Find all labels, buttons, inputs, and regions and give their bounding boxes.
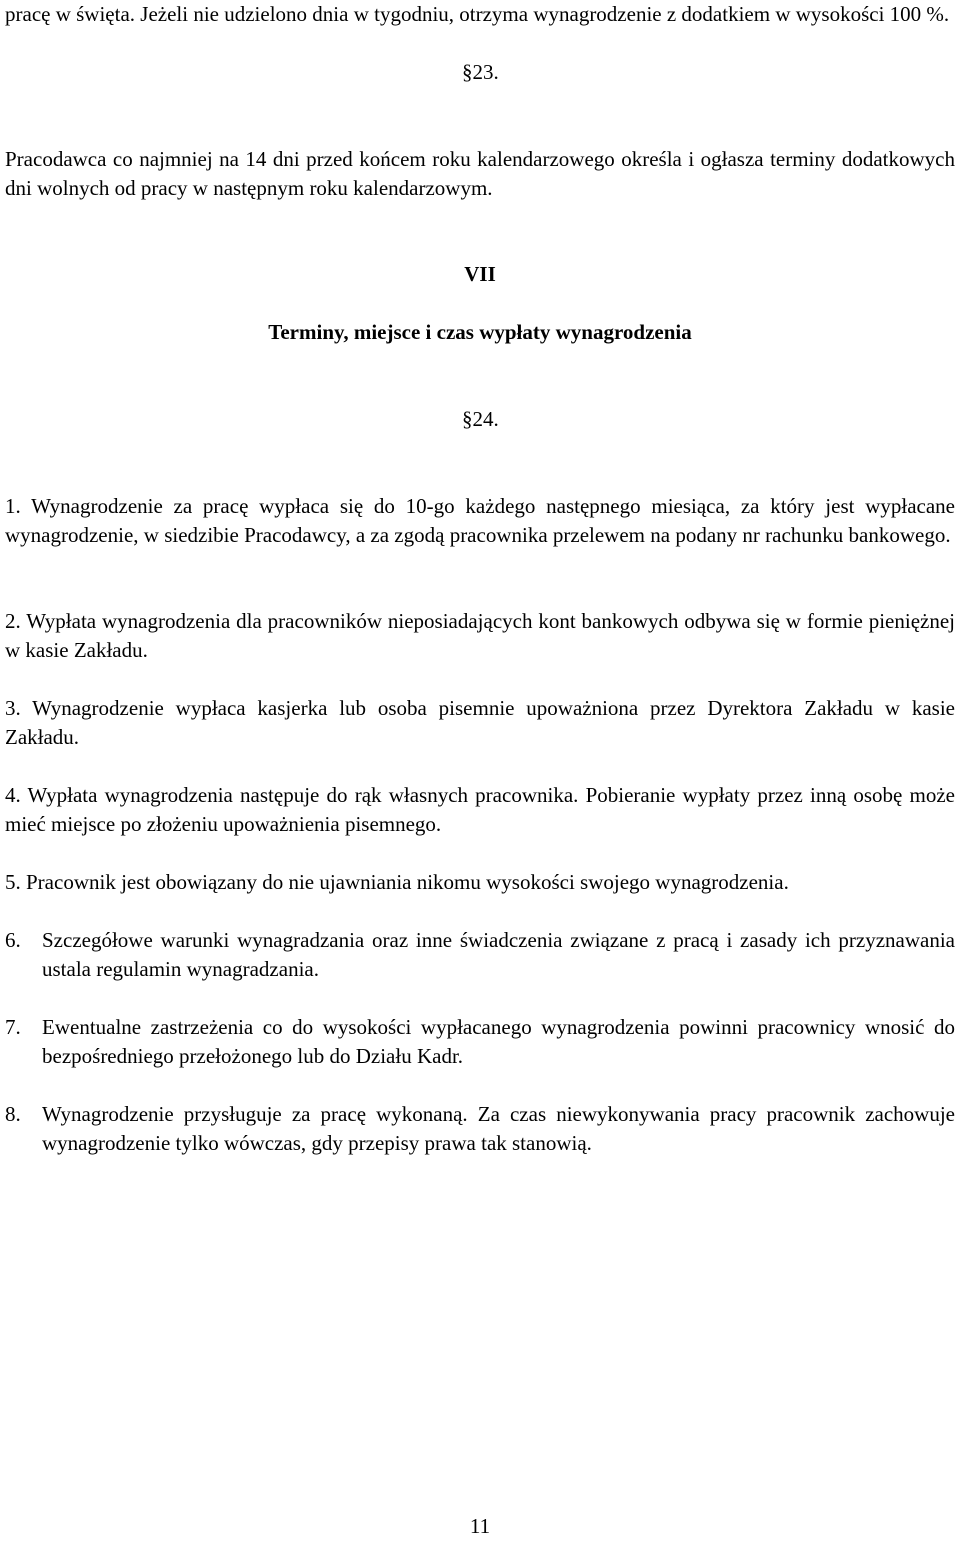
point-6-number: 6. <box>5 928 21 952</box>
point-8 <box>5 1100 955 1158</box>
point-7-text: Ewentualne zastrzeżenia co do wysokości wypłacanego wynagrodzenia powinni pracownicy wnosić do bezpośredniego przełożonego lub do Działu Kadr. <box>42 1015 955 1068</box>
page-number: 11 <box>469 1514 491 1538</box>
section-24-marker: §24. <box>462 407 499 431</box>
point-5: 5. Pracownik jest obowiązany do nie ujawniania nikomu wysokości swojego wynagrodzenia. <box>5 870 789 894</box>
point-7 <box>5 1013 955 1071</box>
chapter-number: VII <box>464 262 496 286</box>
paragraph-23: Pracodawca co najmniej na 14 dni przed końcem roku kalendarzowego określa i ogłasza terminy dodatkowych dni wolnych od pracy w następnym roku kalendarzowym. <box>5 147 955 200</box>
top-paragraph: pracę w święta. Jeżeli nie udzielono dnia w tygodniu, otrzyma wynagrodzenie z dodatkiem w wysokości 100 %. <box>5 2 950 26</box>
point-2: 2. Wypłata wynagrodzenia dla pracowników nieposiadających kont bankowych odbywa się w formie pieniężnej w kasie Zakładu. <box>5 609 955 662</box>
point-8-text: Wynagrodzenie przysługuje za pracę wykonaną. Za czas niewykonywania pracy pracownik zachowuje wynagrodzenie tylko wówczas, gdy przepisy prawa tak stanowią. <box>42 1102 955 1155</box>
point-6-text: Szczegółowe warunki wynagradzania oraz inne świadczenia związane z pracą i zasady ich przyznawania ustala regulamin wynagradzania. <box>42 928 955 981</box>
point-7-number: 7. <box>5 1015 21 1039</box>
chapter-title: Terminy, miejsce i czas wypłaty wynagrodzenia <box>268 320 692 344</box>
point-3: 3. Wynagrodzenie wypłaca kasjerka lub osoba pisemnie upoważniona przez Dyrektora Zakładu w kasie Zakładu. <box>5 696 955 749</box>
point-8-number: 8. <box>5 1102 21 1126</box>
section-23-marker: §23. <box>462 60 499 84</box>
point-4: 4. Wypłata wynagrodzenia następuje do rąk własnych pracownika. Pobieranie wypłaty przez inną osobę może mieć miejsce po złożeniu upoważnienia pisemnego. <box>5 783 955 836</box>
point-1: 1. Wynagrodzenie za pracę wypłaca się do 10-go każdego następnego miesiąca, za który jest wypłacane wynagrodzenie, w siedzibie Pracodawcy, a za zgodą pracownika przelewem na podany nr rachunku bankowego. <box>5 494 955 547</box>
point-6 <box>5 926 955 984</box>
